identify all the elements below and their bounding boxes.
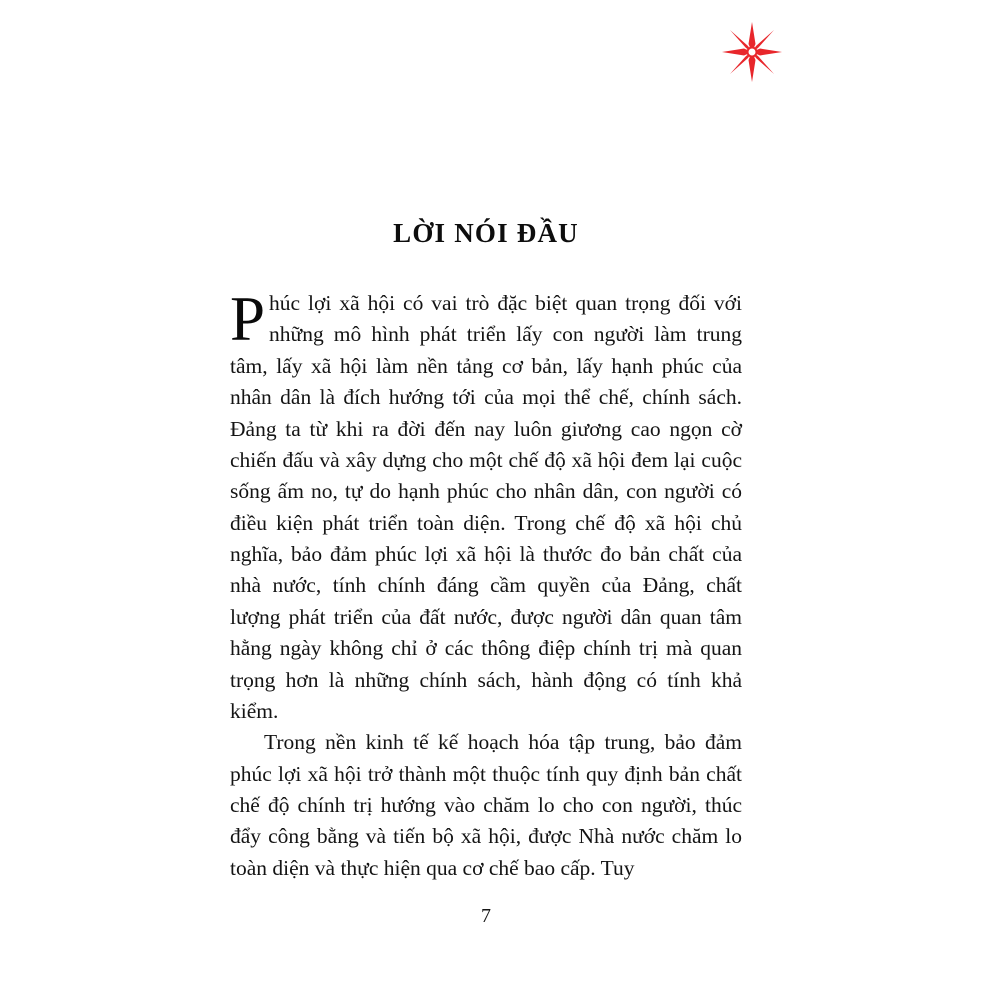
page-title: LỜI NÓI ĐẦU — [393, 218, 579, 249]
body-text — [230, 284, 742, 884]
red-star-flower-ornament — [718, 18, 786, 86]
paragraph: Phúc lợi xã hội có vai trò đặc biệt quan trọng đối với những mô hình phát triển lấy con người làm trung tâm, lấy xã hội làm nền tảng cơ bản, lấy hạnh phúc của nhân dân là đích hướng tới của mọi thể chế, chính sách. Đảng ta từ khi ra đời đến nay luôn giương cao ngọn cờ chiến đấu và xây dựng cho một chế độ xã hội đem lại cuộc sống ấm no, tự do hạnh phúc cho nhân dân, con người có điều kiện phát triển toàn diện. Trong chế độ xã hội chủ nghĩa, bảo đảm phúc lợi xã hội là thước đo bản chất của nhà nước, tính chính đáng cầm quyền của Đảng, chất lượng phát triển của đất nước, được người dân quan tâm hằng ngày không chỉ ở các thông điệp chính trị mà quan trọng hơn là những chính sách, hành động có tính khả kiểm. — [230, 284, 742, 723]
paragraph: Trong nền kinh tế kế hoạch hóa tập trung, bảo đảm phúc lợi xã hội trở thành một thuộc tính quy định bản chất chế độ chính trị hướng vào chăm lo cho con người, thúc đẩy công bằng và tiến bộ xã hội, được Nhà nước chăm lo toàn diện và thực hiện qua cơ chế bao cấp. Tuy — [230, 730, 742, 880]
page-number: 7 — [481, 905, 491, 927]
